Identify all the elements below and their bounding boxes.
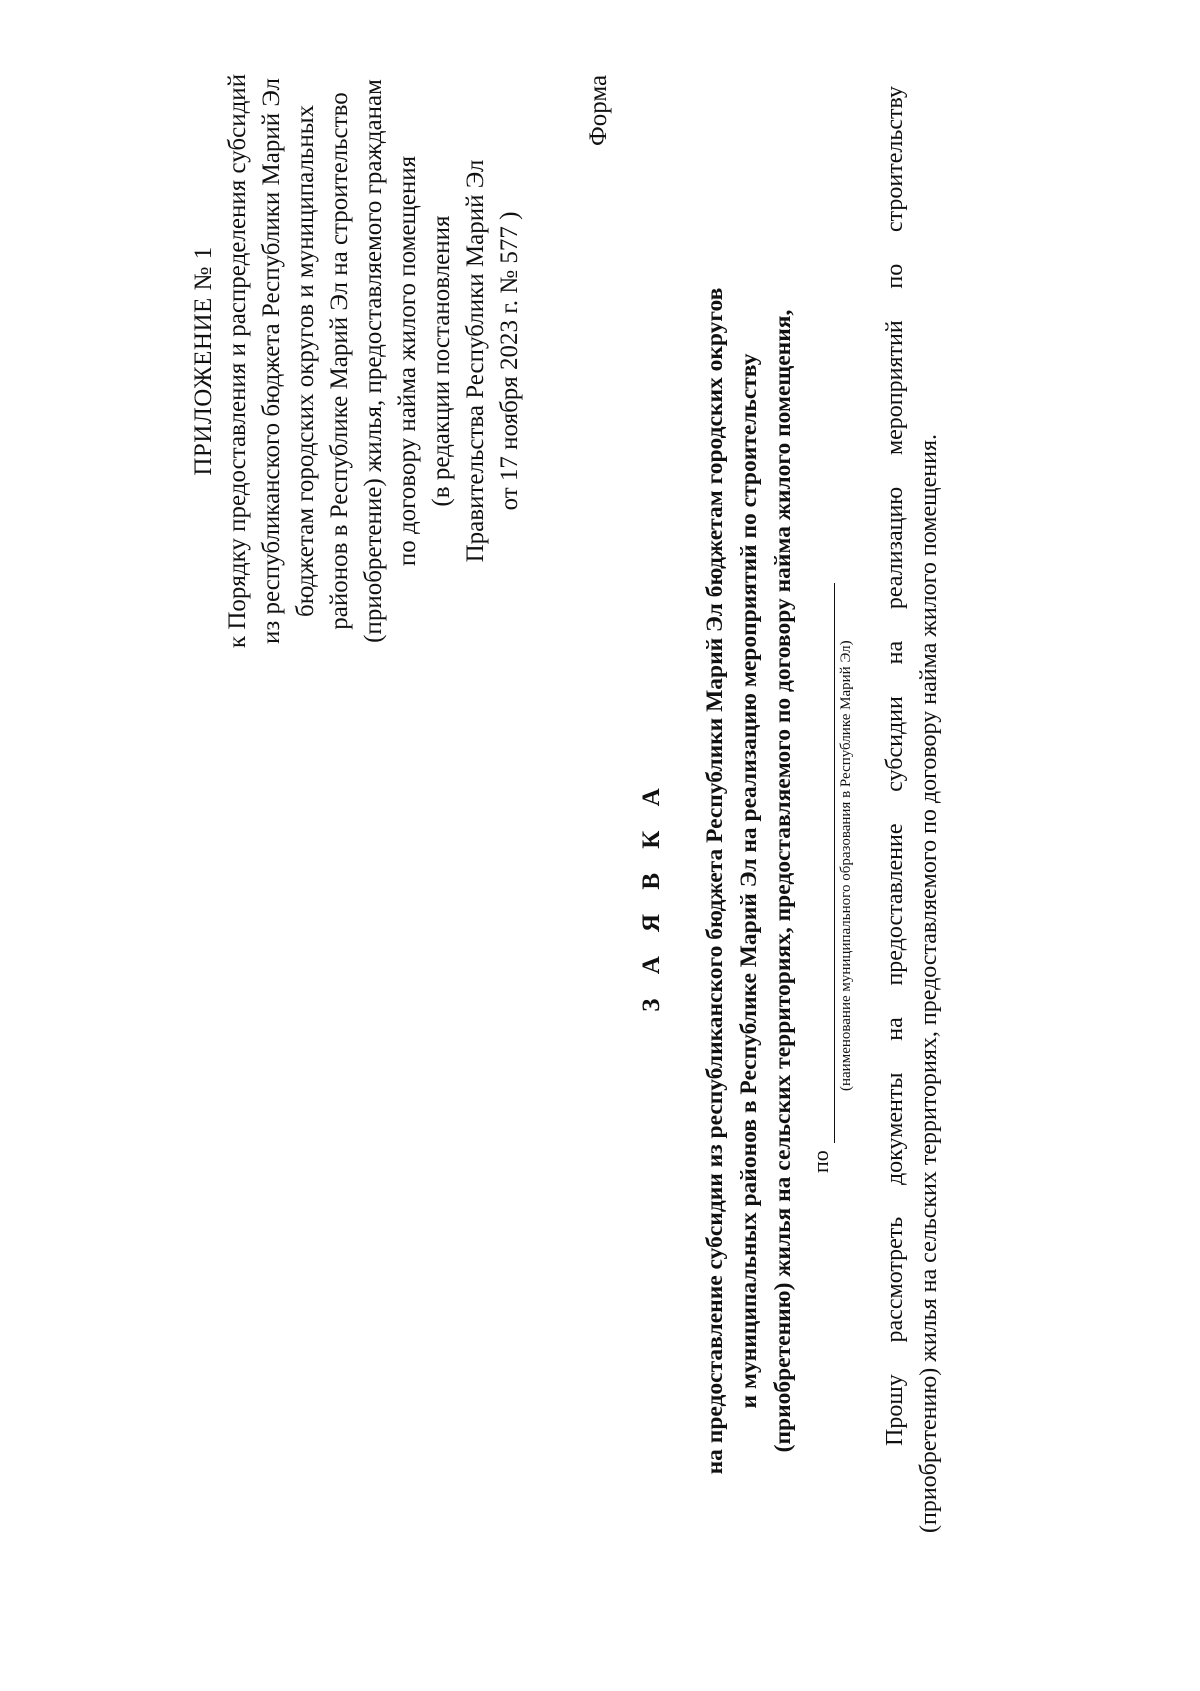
municipality-name-field[interactable] <box>834 583 835 1143</box>
form-label: Форма <box>585 74 612 146</box>
application-title <box>638 0 666 1691</box>
appendix-line: из республиканского бюджета Республики Марий Эл <box>258 77 285 645</box>
body-line: Прошу рассмотреть документы на предоставление субсидии на реализацию мероприятий по строительству <box>882 86 908 1446</box>
subtitle-line: (приобретению) жилья на сельских территориях, предоставляемого по договору найма жилого помещения, <box>770 309 796 1453</box>
subtitle-line: и муниципальных районов в Республике Марий Эл на реализацию мероприятий по строительству <box>736 353 762 1409</box>
appendix-line: к Порядку предоставления и распределения субсидий <box>224 73 251 649</box>
appendix-line: (приобретение) жилья, предоставляемого гражданам <box>360 79 387 643</box>
application-title-text: З А Я В К А <box>638 779 665 1012</box>
appendix-line: районов в Республике Марий Эл на строительство <box>326 92 353 630</box>
appendix-line: от 17 ноября 2023 г. № 577 ) <box>496 211 523 511</box>
subtitle-line: на предоставление субсидии из республиканского бюджета Республики Марий Эл бюджетам городских округов <box>702 287 728 1475</box>
appendix-line: по договору найма жилого помещения <box>394 155 421 567</box>
appendix-line: Правительства Республики Марий Эл <box>462 159 489 563</box>
body-line: (приобретению) жилья на сельских территориях, предоставляемого по договору найма жилого помещения. <box>916 434 942 1533</box>
appendix-line: бюджетам городских округов и муниципальных <box>292 105 319 617</box>
appendix-line: (в редакции постановления <box>428 215 455 507</box>
municipality-field-caption: (наименование муниципального образования в Республике Марий Эл) <box>838 640 854 1091</box>
po-label: по <box>808 1150 833 1173</box>
appendix-title: ПРИЛОЖЕНИЕ № 1 <box>190 246 217 476</box>
